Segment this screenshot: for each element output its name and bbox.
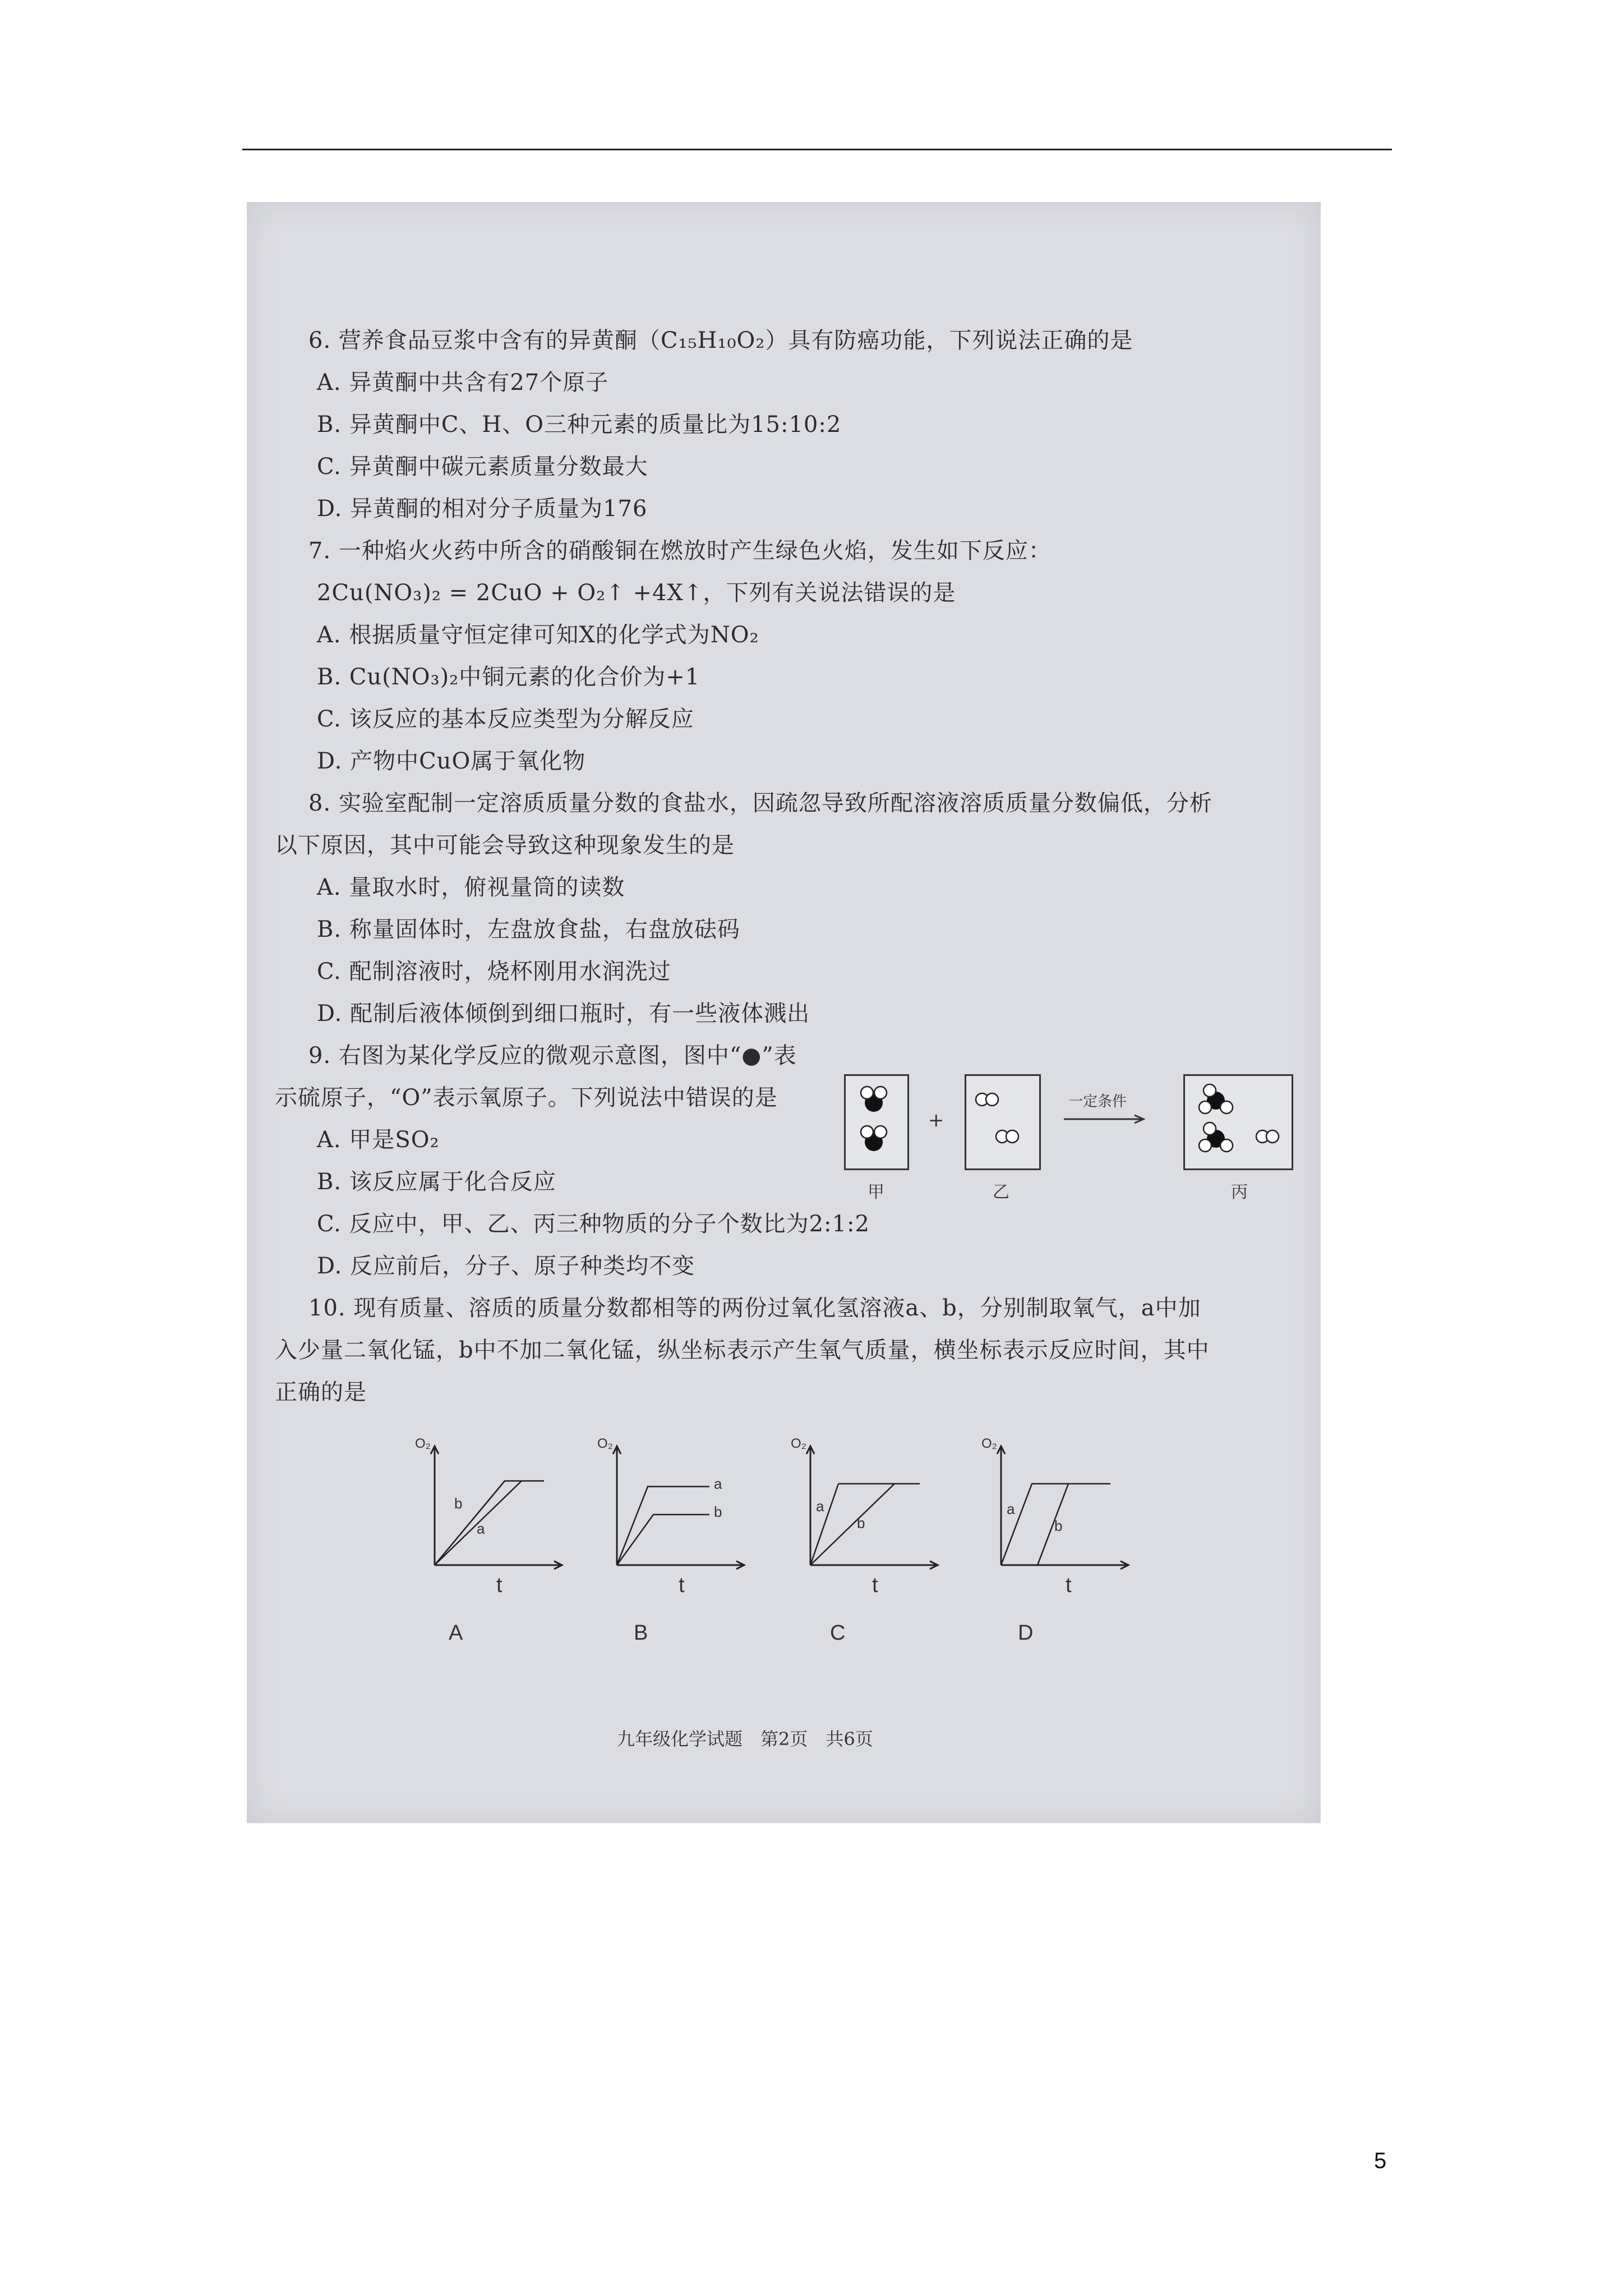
graph-c-axes bbox=[791, 1436, 948, 1604]
yi-molecules bbox=[966, 1076, 1039, 1168]
q6-option-d: D. 异黄酮的相对分子质量为176 bbox=[317, 496, 648, 522]
q10-graph-options bbox=[387, 1436, 1161, 1683]
q7-option-c: C. 该反应的基本反应类型为分解反应 bbox=[317, 706, 694, 732]
q9-option-d: D. 反应前后，分子、原子种类均不变 bbox=[317, 1253, 695, 1279]
curve-a bbox=[810, 1484, 838, 1565]
so3-molecule bbox=[1199, 1122, 1233, 1152]
curve-b bbox=[435, 1481, 544, 1565]
graph-d-xlabel: t bbox=[1066, 1573, 1072, 1597]
q8-option-d: D. 配制后液体倾倒到细口瓶时，有一些液体溅出 bbox=[317, 1001, 810, 1027]
label-bing: 丙 bbox=[1231, 1182, 1248, 1202]
q7-stem: 7. 一种焰火火药中所含的硝酸铜在燃放时产生绿色火焰，发生如下反应： bbox=[308, 538, 1052, 564]
curve-b bbox=[1038, 1484, 1068, 1565]
q9-option-c: C. 反应中，甲、乙、丙三种物质的分子个数比为2:1:2 bbox=[317, 1211, 870, 1237]
jia-molecules bbox=[846, 1076, 907, 1168]
curve-b bbox=[617, 1515, 709, 1565]
reaction-diagram bbox=[844, 1074, 1304, 1209]
q6-option-b: B. 异黄酮中C、H、O三种元素的质量比为15:10:2 bbox=[317, 412, 842, 438]
curve-a bbox=[435, 1481, 505, 1565]
graph-option-a bbox=[415, 1436, 572, 1683]
exam-footer: 九年级化学试题 第2页 共6页 bbox=[617, 1728, 873, 1750]
graph-d-series-a: a bbox=[1007, 1501, 1015, 1517]
o2-molecule bbox=[996, 1130, 1018, 1143]
graph-b-xlabel: t bbox=[679, 1573, 685, 1597]
graph-a-xlabel: t bbox=[496, 1573, 502, 1597]
q9-option-a: A. 甲是SO₂ bbox=[317, 1127, 440, 1153]
q7-option-a: A. 根据质量守恒定律可知X的化学式为NO₂ bbox=[317, 622, 759, 648]
graph-c-ylabel: O₂ bbox=[791, 1436, 806, 1451]
graph-a-option: A bbox=[449, 1621, 463, 1645]
graph-b-option: B bbox=[634, 1621, 648, 1645]
o2-molecule bbox=[976, 1093, 998, 1106]
so3-molecule bbox=[1199, 1084, 1233, 1114]
q10-stem: 10. 现有质量、溶质的质量分数都相等的两份过氧化氢溶液a、b，分别制取氧气，a中加 bbox=[308, 1295, 1201, 1321]
q7-option-b: B. Cu(NO₃)₂中铜元素的化合价为+1 bbox=[317, 664, 700, 690]
graph-c-xlabel: t bbox=[872, 1573, 878, 1597]
plus-sign: + bbox=[928, 1109, 944, 1131]
so2-molecule bbox=[861, 1126, 887, 1151]
curve-a bbox=[617, 1487, 709, 1565]
graph-b-series-a: a bbox=[714, 1475, 722, 1492]
box-bing bbox=[1183, 1074, 1293, 1170]
reaction-condition: 一定条件 bbox=[1068, 1093, 1127, 1110]
graph-option-c bbox=[791, 1436, 948, 1683]
graph-option-b bbox=[597, 1436, 754, 1683]
so2-molecule bbox=[861, 1087, 887, 1112]
page-number: 5 bbox=[1374, 2148, 1387, 2173]
bing-molecules bbox=[1185, 1076, 1292, 1168]
graph-c-series-b: b bbox=[857, 1515, 865, 1531]
q8-option-a: A. 量取水时，俯视量筒的读数 bbox=[317, 875, 625, 900]
q6-option-a: A. 异黄酮中共含有27个原子 bbox=[317, 370, 609, 395]
q8-stem: 8. 实验室配制一定溶质质量分数的食盐水，因疏忽导致所配溶液溶质质量分数偏低，分析 bbox=[308, 790, 1212, 816]
graph-option-d bbox=[981, 1436, 1138, 1683]
graph-b-axes bbox=[597, 1436, 754, 1604]
label-yi: 乙 bbox=[993, 1182, 1009, 1202]
q9-option-b: B. 该反应属于化合反应 bbox=[317, 1169, 556, 1195]
graph-d-ylabel: O₂ bbox=[981, 1436, 997, 1451]
graph-a-ylabel: O₂ bbox=[415, 1436, 431, 1451]
q7-equation: 2Cu(NO₃)₂ = 2CuO + O₂↑ +4X↑，下列有关说法错误的是 bbox=[317, 580, 956, 606]
q8-option-c: C. 配制溶液时，烧杯刚用水润洗过 bbox=[317, 959, 671, 984]
q6-stem: 6. 营养食品豆浆中含有的异黄酮（C₁₅H₁₀O₂）具有防癌功能，下列说法正确的是 bbox=[308, 328, 1133, 353]
q9-stem-continued: 示硫原子，“O”表示氧原子。下列说法中错误的是 bbox=[275, 1085, 778, 1111]
graph-d-series-b: b bbox=[1054, 1517, 1063, 1534]
q9-stem: 9. 右图为某化学反应的微观示意图，图中“●”表 bbox=[308, 1043, 797, 1069]
box-yi bbox=[965, 1074, 1041, 1170]
q8-option-b: B. 称量固体时，左盘放食盐，右盘放砝码 bbox=[317, 917, 740, 942]
graph-b-ylabel: O₂ bbox=[597, 1436, 613, 1451]
graph-a-axes bbox=[415, 1436, 572, 1604]
curve-b bbox=[810, 1484, 920, 1565]
q8-stem-continued: 以下原因，其中可能会导致这种现象发生的是 bbox=[275, 832, 735, 858]
o2-molecule bbox=[1256, 1130, 1279, 1143]
box-jia bbox=[844, 1074, 909, 1170]
graph-d-option: D bbox=[1018, 1621, 1034, 1645]
graph-b-series-b: b bbox=[714, 1503, 722, 1520]
graph-c-option: C bbox=[830, 1621, 846, 1645]
graph-a-series-a: a bbox=[477, 1520, 485, 1537]
q10-stem-continued: 入少量二氧化锰，b中不加二氧化锰，纵坐标表示产生氧气质量，横坐标表示反应时间，其中 bbox=[275, 1337, 1210, 1363]
graph-a-series-b: b bbox=[454, 1495, 463, 1512]
q7-option-d: D. 产物中CuO属于氧化物 bbox=[317, 748, 586, 774]
q6-option-c: C. 异黄酮中碳元素质量分数最大 bbox=[317, 454, 648, 480]
graph-c-series-a: a bbox=[816, 1498, 824, 1515]
scanned-exam-photo bbox=[247, 202, 1321, 1823]
header-rule bbox=[242, 149, 1392, 150]
label-jia: 甲 bbox=[868, 1182, 884, 1202]
q10-stem-end: 正确的是 bbox=[275, 1379, 367, 1405]
reaction-arrow-icon bbox=[1063, 1114, 1147, 1125]
